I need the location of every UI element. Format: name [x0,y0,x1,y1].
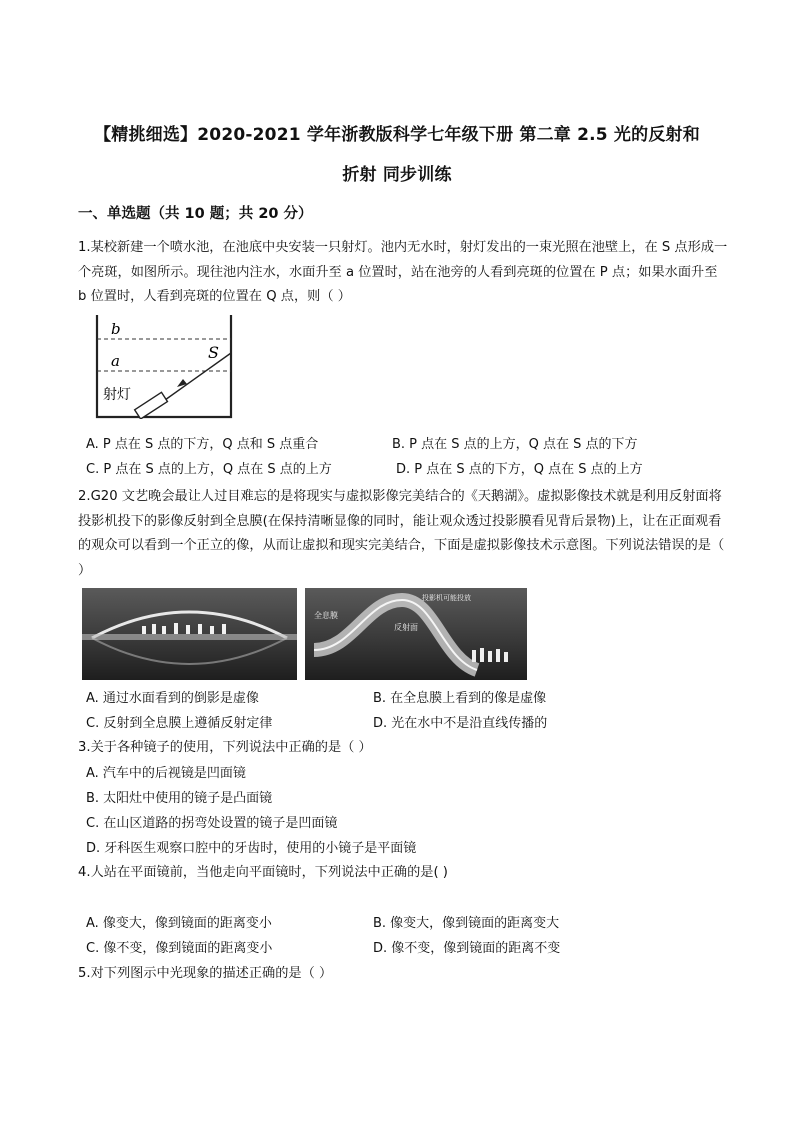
section-heading: 一、单选题（共 10 题；共 20 分） [78,206,313,222]
question-2-stem: 2.G20 文艺晚会最让人过目难忘的是将现实与虚拟影像完美结合的《天鹅湖》。虚拟影像技术就是利用反射面将投影机投下的影像反射到全息膜(在保持清晰显像的同时，能让观众透过投影膜看见背后景物)上，让在正面观看的观众可以看到一个正立的像，从而让虚拟和现实完美结合，下面是虚拟影像技术示意图。下列说法错误的是（ ） [78,489,725,578]
question-4-stem: 4.人站在平面镜前，当他走向平面镜时，下列说法中正确的是( ) [78,865,448,880]
label-a: a [111,352,120,370]
label-s: S [208,343,219,362]
q1-option-b: B. P 点在 S 点的上方，Q 点在 S 点的下方 [392,437,638,452]
question-1-stem: 1.某校新建一个喷水池，在池底中央安装一只射灯。池内无水时，射灯发出的一束光照在池壁上，在 S 点形成一个亮斑，如图所示。现往池内注水，水面升至 a 位置时，站在池旁的人看到亮斑的位置在 P 点；如果水面升至 b 位置时，人看到亮斑的位置在 Q 点，则（ ） [78,240,728,304]
q4-option-b: B. 像变大，像到镜面的距离变大 [373,916,560,931]
q1-option-d: D. P 点在 S 点的下方，Q 点在 S 点的上方 [396,462,643,477]
q2-option-c: C. 反射到全息膜上遵循反射定律 [86,716,273,731]
label-reflector: 反射面 [394,623,418,632]
question-1-figure [95,313,235,423]
q2-option-b: B. 在全息膜上看到的像是虚像 [373,691,547,706]
pool-diagram [95,313,235,419]
q2-option-d: D. 光在水中不是沿直线传播的 [373,716,548,731]
question-2-figure [82,588,527,684]
q4-option-c: C. 像不变，像到镜面的距离变小 [86,941,273,956]
document-title-line-1: 【精挑细选】2020-2021 学年浙教版科学七年级下册 第二章 2.5 光的反射和 [94,125,700,145]
light-ray [165,353,231,400]
label-holographic-film: 全息膜 [314,611,338,620]
question-3-stem: 3.关于各种镜子的使用，下列说法中正确的是（ ） [78,740,372,755]
q4-option-d: D. 像不变，像到镜面的距离不变 [373,941,561,956]
q3-option-b: B. 太阳灶中使用的镜子是凸面镜 [86,791,273,806]
q3-option-a: A. 汽车中的后视镜是凹面镜 [86,766,246,781]
label-b: b [111,320,121,338]
virtual-image-photos [82,588,527,680]
document-title-line-2: 折射 同步训练 [342,165,452,185]
q3-option-d: D. 牙科医生观察口腔中的牙齿时，使用的小镜子是平面镜 [86,841,417,856]
q4-option-a: A. 像变大，像到镜面的距离变小 [86,916,272,931]
question-5-stem: 5.对下列图示中光现象的描述正确的是（ ） [78,966,333,981]
q3-option-c: C. 在山区道路的拐弯处设置的镜子是凹面镜 [86,816,338,831]
label-lamp: 射灯 [103,387,131,403]
label-projector: 投影机可能投放 [422,594,471,602]
q1-option-c: C. P 点在 S 点的上方，Q 点在 S 点的上方 [86,462,332,477]
q1-option-a: A. P 点在 S 点的下方，Q 点和 S 点重合 [86,437,319,452]
q2-option-a: A. 通过水面看到的倒影是虚像 [86,691,259,706]
spotlight-lamp [135,392,168,419]
